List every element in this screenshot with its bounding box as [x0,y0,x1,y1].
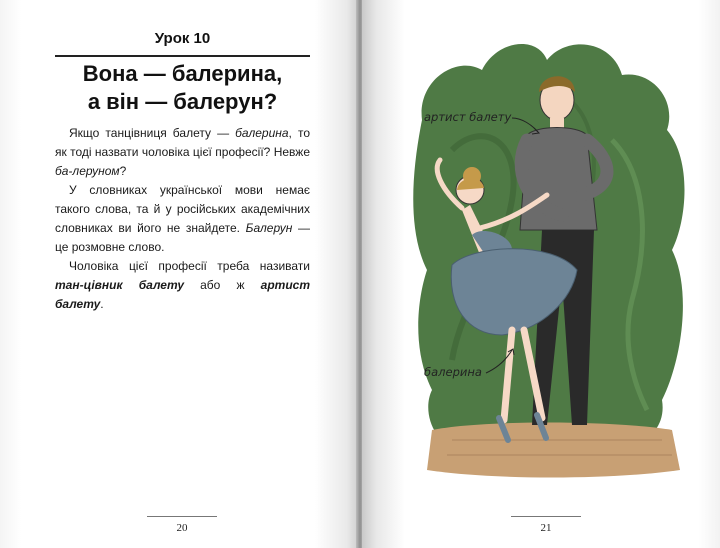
paragraph-2: У словниках української мови немає такого слова, та й у російських академічних словниках ви його не знайдете. Балерун — це розмовне слово. [55,183,310,254]
label-ballet-artist: артист балету [424,110,512,124]
label-ballerina: балерина [424,365,482,379]
stage-floor [427,423,680,478]
title-line-2: а він — балерун? [87,89,278,114]
term-ballet-artist: артист балету [55,278,310,311]
page-title [55,60,310,116]
left-page [0,0,358,548]
heading-rule [55,55,310,57]
term-balerun-2: Балерун [245,221,293,235]
body-text [55,124,310,314]
page-number-right: 21 [511,522,581,534]
title-line-1: Вона — балерина, [82,61,283,86]
page-number-left: 20 [147,522,217,534]
paragraph-1: Якщо танцівниця балету — балерина, то як тоді назвати чоловіка цієї професії? Невже ба-лeруном? [55,126,310,178]
term-dancer: тан-цівник балету [55,278,184,292]
term-balerun: ба-лeруном [55,164,120,178]
term-ballerina: балерина [235,126,289,140]
lesson-heading: Урок 10 [154,30,211,47]
paragraph-3: Чоловіка цієї професії треба називати тан-цівник балету або ж артист балету. [55,259,310,311]
ballet-illustration [362,0,720,548]
